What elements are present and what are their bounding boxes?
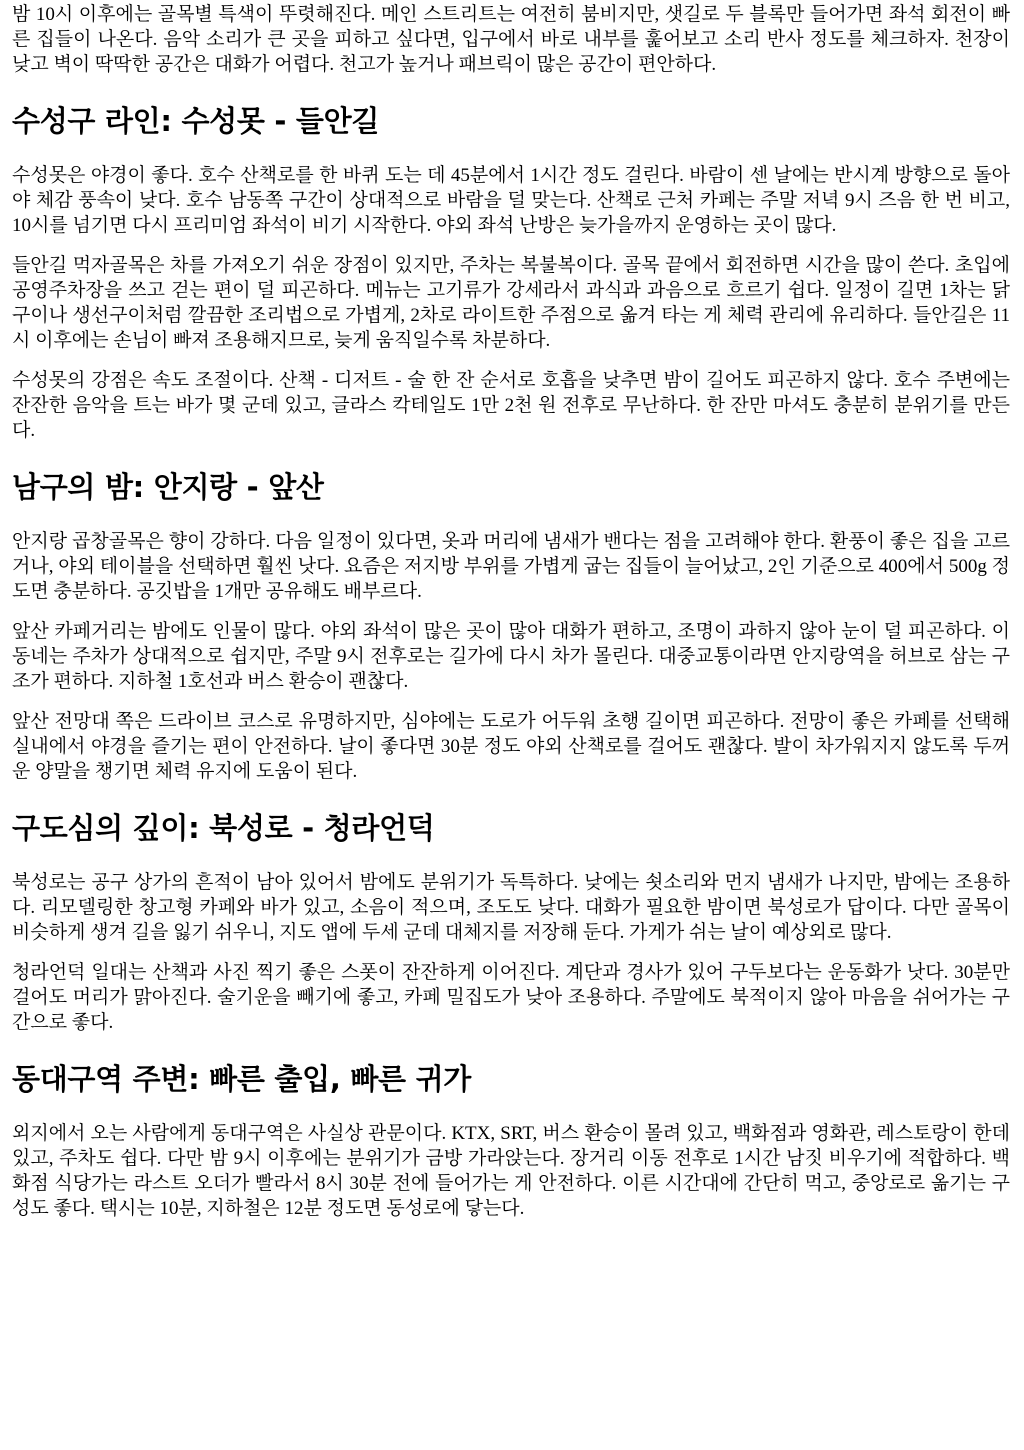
section-heading-old-downtown: 구도심의 깊이: 북성로 - 청라언덕 <box>12 811 435 845</box>
paragraph: 앞산 카페거리는 밤에도 인물이 많다. 야외 좌석이 많은 곳이 많아 대화가 편하고, 조명이 과하지 않아 눈이 덜 피곤하다. 이 동네는 주차가 상대적으로 쉽지만, 주말 9시 전후로는 길가에 다시 차가 몰린다. 대중교통이라면 안지랑역을 허브로 삼는 구조가 편하다. 지하철 1호선과 버스 환승이 괜찮다. <box>12 621 1010 692</box>
paragraph: 북성로는 공구 상가의 흔적이 남아 있어서 밤에도 분위기가 독특하다. 낮에는 쇳소리와 먼지 냄새가 나지만, 밤에는 조용하다. 리모델링한 창고형 카페와 바가 있고, 소음이 적으며, 조도도 낮다. 대화가 필요한 밤이면 북성로가 답이다. 다만 골목이 비슷하게 생겨 길을 잃기 쉬우니, 지도 앱에 두세 군데 대체지를 저장해 둔다. 가게가 쉬는 날이 예상외로 많다. <box>12 872 1010 943</box>
paragraph: 청라언덕 일대는 산책과 사진 찍기 좋은 스폿이 잔잔하게 이어진다. 계단과 경사가 있어 구두보다는 운동화가 낫다. 30분만 걸어도 머리가 맑아진다. 술기운을 빼기에 좋고, 카페 밀집도가 낮아 조용하다. 주말에도 북적이지 않아 마음을 쉬어가는 구간으로 좋다. <box>12 962 1010 1033</box>
section-heading-namgu: 남구의 밤: 안지랑 - 앞산 <box>12 470 324 504</box>
paragraph: 수성못은 야경이 좋다. 호수 산책로를 한 바퀴 도는 데 45분에서 1시간 정도 걸린다. 바람이 센 날에는 반시계 방향으로 돌아야 체감 풍속이 낮다. 호수 남동쪽 구간이 상대적으로 바람을 덜 맞는다. 산책로 근처 카페는 주말 저녁 9시 즈음 한 번 비고, 10시를 넘기면 다시 프리미엄 좌석이 비기 시작한다. 야외 좌석 난방은 늦가을까지 운영하는 곳이 많다. <box>12 165 1010 236</box>
article-body <box>12 2 1010 1221</box>
paragraph: 수성못의 강점은 속도 조절이다. 산책 - 디저트 - 술 한 잔 순서로 호흡을 낮추면 밤이 길어도 피곤하지 않다. 호수 주변에는 잔잔한 음악을 트는 바가 몇 군데 있고, 글라스 칵테일도 1만 2천 원 전후로 무난하다. 한 잔만 마셔도 충분히 분위기를 만든다. <box>12 370 1010 441</box>
section-suseong <box>12 103 1010 443</box>
section-namgu <box>12 469 1010 784</box>
paragraph: 앞산 전망대 쪽은 드라이브 코스로 유명하지만, 심야에는 도로가 어두워 초행 길이면 피곤하다. 전망이 좋은 카페를 선택해 실내에서 야경을 즐기는 편이 안전하다. 날이 좋다면 30분 정도 야외 산책로를 걸어도 괜찮다. 발이 차가워지지 않도록 두꺼운 양말을 챙기면 체력 유지에 도움이 된다. <box>12 711 1010 782</box>
paragraph: 들안길 먹자골목은 차를 가져오기 쉬운 장점이 있지만, 주차는 복불복이다. 골목 끝에서 회전하면 시간을 많이 쓴다. 초입에 공영주차장을 쓰고 걷는 편이 덜 피곤하다. 메뉴는 고기류가 강세라서 과식과 과음으로 흐르기 쉽다. 일정이 길면 1차는 닭 구이나 생선구이처럼 깔끔한 조리법으로 가볍게, 2차로 라이트한 주점으로 옮겨 타는 게 체력 관리에 유리하다. 들안길은 11시 이후에는 손님이 빠져 조용해지므로, 늦게 움직일수록 차분하다. <box>12 255 1010 351</box>
section-dongdaegu <box>12 1061 1010 1221</box>
section-old-downtown <box>12 810 1010 1035</box>
section-heading-dongdaegu: 동대구역 주변: 빠른 출입, 빠른 귀가 <box>12 1062 471 1096</box>
section-heading-suseong: 수성구 라인: 수성못 - 들안길 <box>12 104 380 138</box>
paragraph: 외지에서 오는 사람에게 동대구역은 사실상 관문이다. KTX, SRT, 버스 환승이 몰려 있고, 백화점과 영화관, 레스토랑이 한데 있고, 주차도 쉽다. 다만 밤 9시 이후에는 분위기가 금방 가라앉는다. 장거리 이동 전후로 1시간 남짓 비우기에 적합하다. 백화점 식당가는 라스트 오더가 빨라서 8시 30분 전에 들어가는 게 안전하다. 이른 시간대에 간단히 먹고, 중앙로로 옮기는 구성도 좋다. 택시는 10분, 지하철은 12분 정도면 동성로에 닿는다. <box>12 1123 1010 1219</box>
paragraph: 안지랑 곱창골목은 향이 강하다. 다음 일정이 있다면, 옷과 머리에 냄새가 밴다는 점을 고려해야 한다. 환풍이 좋은 집을 고르거나, 야외 테이블을 선택하면 훨씬 낫다. 요즘은 저지방 부위를 가볍게 굽는 집들이 늘어났고, 2인 기준으로 400에서 500g 정도면 충분하다. 공깃밥을 1개만 공유해도 배부르다. <box>12 531 1010 602</box>
intro-paragraph: 밤 10시 이후에는 골목별 특색이 뚜렷해진다. 메인 스트리트는 여전히 붐비지만, 샛길로 두 블록만 들어가면 좌석 회전이 빠른 집들이 나온다. 음악 소리가 큰 곳을 피하고 싶다면, 입구에서 바로 내부를 훑어보고 소리 반사 정도를 체크하자. 천장이 낮고 벽이 딱딱한 공간은 대화가 어렵다. 천고가 높거나 패브릭이 많은 공간이 편안하다. <box>12 4 1010 75</box>
